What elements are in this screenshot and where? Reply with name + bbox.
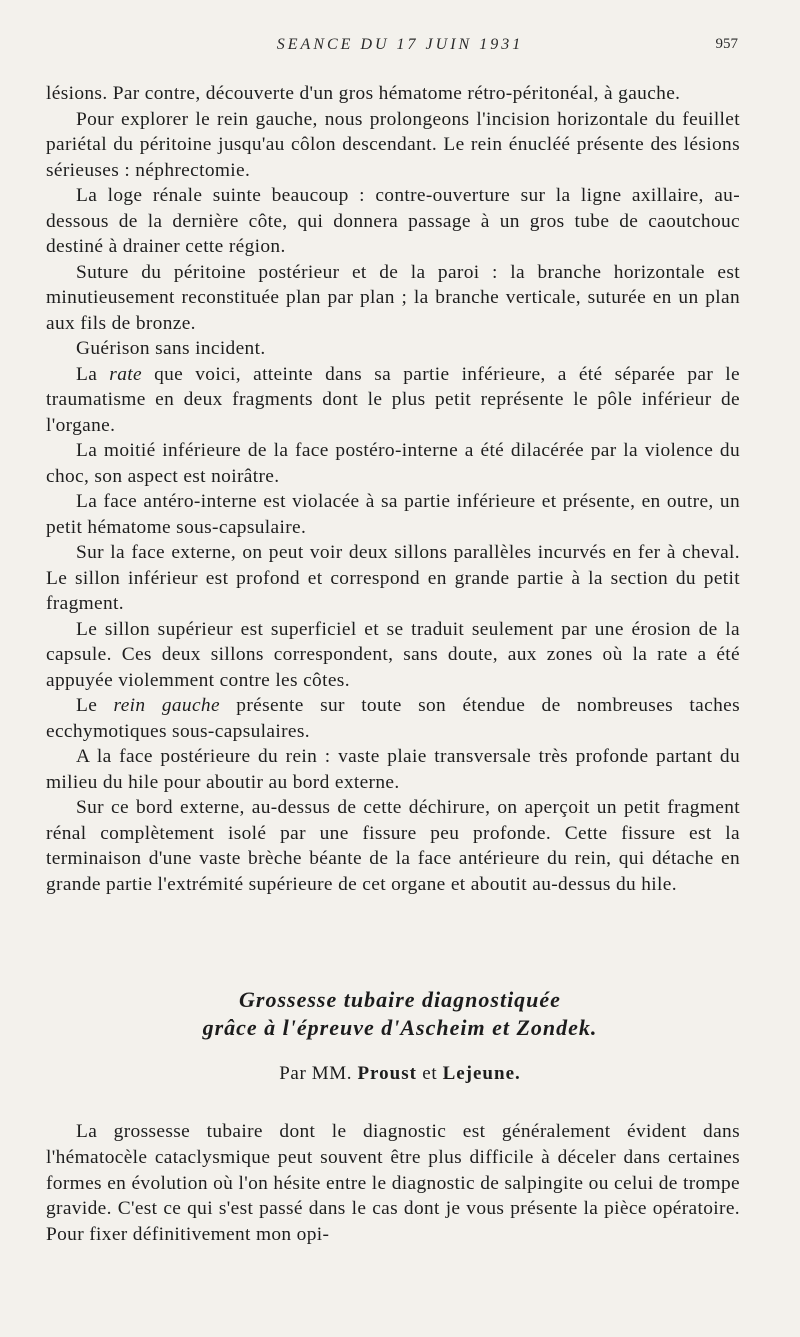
paragraph [46, 693, 740, 744]
paragraph: La loge rénale suinte beaucoup : contre-ouverture sur la ligne axillaire, au-dessous de la dernière côte, qui donnera passage à un gros tube de caoutchouc destiné à drainer cette région. [46, 185, 740, 257]
paragraph: La face antéro-interne est violacée à sa partie inférieure et présente, en outre, un petit hématome sous-capsulaire. [46, 491, 740, 538]
article-title-line-2: grâce à l'épreuve d'Ascheim et Zondek. [202, 1015, 598, 1040]
paragraph: Suture du péritoine postérieur et de la paroi : la branche horizontale est minutieusement reconstituée plan par plan ; la branche verticale, suturée en un plan aux fils de bronze. [46, 261, 740, 334]
byline-prefix: Par MM. [279, 1063, 353, 1084]
author-name: Proust [357, 1063, 417, 1084]
paragraph: Sur ce bord externe, au-dessus de cette déchirure, on aperçoit un petit fragment rénal complètement isolé par une fissure peu profonde. Cette fissure est la terminaison d'une vaste brèche béante de la face antérieure du rein, qui détache en grande partie l'extrémité supérieure de cet organe et aboutit au-dessus du hile. [46, 797, 740, 895]
paragraph-lead: La [76, 363, 110, 385]
article-byline [0, 1063, 800, 1085]
emphasis-term: rein gauche [113, 695, 220, 716]
paragraph: La moitié inférieure de la face postéro-interne a été dilacérée par la violence du choc, son aspect est noirâtre. [46, 440, 740, 487]
author-name: Lejeune. [442, 1063, 521, 1084]
paragraph: Guérison sans incident. [76, 338, 266, 359]
running-title: SEANCE DU 17 JUIN 1931 [276, 36, 524, 53]
paragraph-rest: présente sur toute son étendue de nombreuses taches ecchymotiques sous-capsulaires. [46, 695, 740, 742]
paragraph-lead: Le [76, 695, 114, 716]
running-head [0, 36, 800, 60]
page-number: 957 [715, 36, 738, 52]
paragraph: Le sillon supérieur est superficiel et se traduit seulement par une érosion de la capsule. Ces deux sillons correspondent, sans doute, aux zones où la rate a été appuyée violemment contre les côtes. [46, 618, 740, 691]
paragraph: Pour explorer le rein gauche, nous prolongeons l'incision horizontale du feuillet pariétal du péritoine jusqu'au côlon descendant. Le rein énucléé présente des lésions sérieuses : néphrectomie. [46, 108, 740, 181]
paragraph: lésions. Par contre, découverte d'un gros hématome rétro-péritonéal, à gauche. [46, 83, 681, 104]
paragraph: Sur la face externe, on peut voir deux sillons parallèles incurvés en fer à cheval. Le sillon inférieur est profond et correspond en grande partie à la section du petit fragment. [46, 542, 740, 614]
emphasis-term: rate [109, 363, 142, 385]
paragraph: A la face postérieure du rein : vaste plaie transversale très profonde partant du milieu du hile pour aboutir au bord externe. [46, 746, 740, 793]
byline-joiner: et [422, 1063, 438, 1084]
paragraph-rest: que voici, atteinte dans sa partie inférieure, a été séparée par le traumatisme en deux fragments dont le plus petit représente le pôle inférieur de l'organe. [46, 363, 740, 436]
article-body [46, 1119, 740, 1248]
article-heading [0, 986, 800, 1042]
article-title-line-1: Grossesse tubaire diagnostiquée [239, 987, 561, 1012]
paragraph [46, 362, 740, 439]
continued-case-report [46, 81, 740, 897]
paragraph: La grossesse tubaire dont le diagnostic est généralement évident dans l'hématocèle cataclysmique peut souvent être plus difficile à déceler dans certaines formes en évolution où l'on hésite entre le diagnostic de salpingite ou celui de trompe gravide. C'est ce qui s'est passé dans le cas dont je vous présente la pièce opératoire. Pour fixer définitivement mon opi- [46, 1121, 740, 1246]
